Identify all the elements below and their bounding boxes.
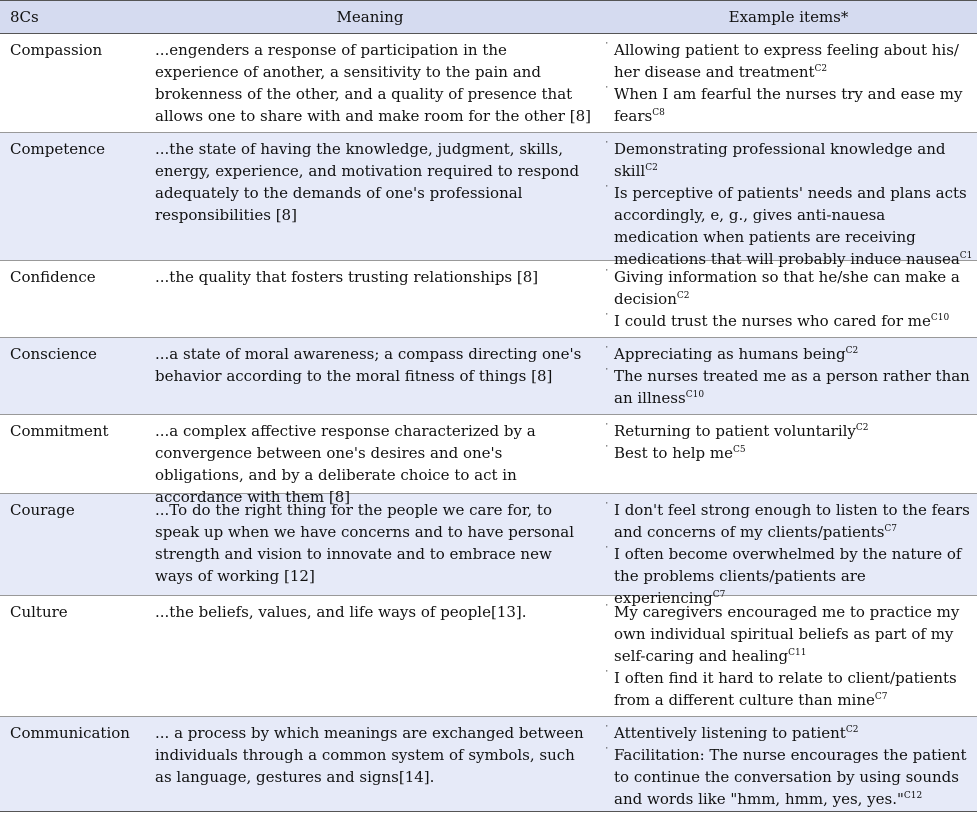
table-row (0, 717, 977, 812)
bullet-icon: ˙ (604, 724, 610, 737)
bullet-icon: ˙ (604, 746, 610, 759)
example-item (604, 138, 973, 182)
example-item-label: Allowing patient to express feeling about his/ her disease and treatment (614, 41, 959, 81)
citation-superscript: C2 (814, 64, 828, 74)
example-item (604, 499, 973, 543)
citation-superscript: C12 (903, 791, 923, 801)
example-item (604, 442, 973, 464)
term-cell: Courage (10, 501, 75, 519)
example-items-cell (600, 338, 977, 414)
example-item-text (614, 343, 973, 365)
table-row (0, 133, 977, 268)
example-item-label: I often find it hard to relate to client/patients from a different culture than mine (614, 669, 957, 709)
example-item (604, 182, 973, 270)
example-item (604, 601, 973, 667)
bullet-icon: ˙ (604, 422, 610, 435)
example-item-text (614, 138, 973, 182)
bullet-icon: ˙ (604, 184, 610, 197)
example-item-text (614, 182, 973, 270)
term-cell: Competence (10, 140, 106, 158)
example-item-label: Demonstrating professional knowledge and skill (614, 140, 946, 180)
bullet-icon: ˙ (604, 140, 610, 153)
meaning-cell: ...engenders a response of participation in the experience of another, a sensitivity to the pain and brokenness of the other, and a quality of presence that allows one to share with and make room for the other [8] (155, 41, 591, 125)
example-items-cell (600, 415, 977, 493)
term-cell: Communication (10, 724, 130, 742)
meaning-cell: ... a process by which meanings are exchanged between individuals through a common system of symbols, such as language, gestures and signs[14]. (155, 724, 584, 786)
example-items-cell (600, 494, 977, 607)
citation-superscript: C7 (712, 590, 726, 600)
table-row (0, 596, 977, 717)
term-cell: Culture (10, 603, 68, 621)
bullet-icon: ˙ (604, 85, 610, 98)
example-item-label: Is perceptive of patients' needs and plans acts accordingly, e, g., gives anti-nauesa medication when patients are receiving medications that will probably induce nausea (614, 184, 967, 268)
example-item-text (614, 744, 973, 810)
citation-superscript: C7 (884, 524, 898, 534)
example-item-text (614, 365, 973, 409)
citation-superscript: C5 (733, 445, 746, 455)
bullet-icon: ˙ (604, 545, 610, 558)
example-item-text (614, 667, 973, 711)
table-row (0, 494, 977, 607)
term-cell: Commitment (10, 422, 109, 440)
citation-superscript: C2 (676, 291, 690, 301)
bullet-icon: ˙ (604, 444, 610, 457)
example-item (604, 667, 973, 711)
example-item (604, 722, 973, 744)
example-items-cell (600, 261, 977, 337)
bullet-icon: ˙ (604, 41, 610, 54)
citation-superscript: C2 (645, 163, 658, 173)
bullet-icon: ˙ (604, 603, 610, 616)
citation-superscript: C2 (845, 346, 859, 356)
example-item (604, 420, 973, 442)
citation-superscript: C10 (685, 390, 705, 400)
table-body (0, 34, 977, 812)
example-items-cell (600, 717, 977, 811)
header-meaning: Meaning (336, 8, 404, 26)
example-item-text (614, 442, 973, 464)
table-row (0, 338, 977, 415)
example-item (604, 266, 973, 310)
example-item-text (614, 722, 973, 744)
example-item-text (614, 601, 973, 667)
example-item-label: Best to help me (614, 444, 734, 462)
table-row (0, 34, 977, 133)
meaning-cell: ...the state of having the knowledge, judgment, skills, energy, experience, and motivation required to respond adequately to the demands of one's professional responsibilities [8] (155, 140, 580, 224)
example-item-label: Appreciating as humans being (614, 345, 846, 363)
example-item-text (614, 39, 973, 83)
example-item-text (614, 499, 973, 543)
meaning-cell: ...a state of moral awareness; a compass directing one's behavior according to the moral fitness of things [8] (155, 345, 582, 385)
meaning-cell: ...the beliefs, values, and life ways of people[13]. (155, 603, 527, 621)
citation-superscript: C1 (959, 251, 973, 261)
table-row (0, 415, 977, 506)
term-cell: Confidence (10, 268, 96, 286)
example-item-text (614, 83, 973, 127)
citation-superscript: C10 (930, 313, 950, 323)
bullet-icon: ˙ (604, 669, 610, 682)
meaning-cell: ...To do the right thing for the people we care for, to speak up when we have concerns and to have personal strength and vision to innovate and to embrace new ways of working [12] (155, 501, 574, 585)
example-item-label: The nurses treated me as a person rather than an illness (614, 367, 970, 407)
table-row (0, 261, 977, 338)
citation-superscript: C11 (788, 648, 807, 658)
header-example-items: Example items* (728, 8, 849, 26)
example-item-label: Facilitation: The nurse encourages the patient to continue the conversation by using sounds and words like "hmm, hmm, yes, yes." (614, 746, 967, 808)
bullet-icon: ˙ (604, 268, 610, 281)
table-header (0, 0, 977, 34)
example-item (604, 343, 973, 365)
bullet-icon: ˙ (604, 367, 610, 380)
example-item (604, 365, 973, 409)
term-cell: Conscience (10, 345, 97, 363)
example-item-label: My caregivers encouraged me to practice my own individual spiritual beliefs as part of my self-caring and healing (614, 603, 960, 665)
example-items-cell (600, 133, 977, 268)
example-item-label: Returning to patient voluntarily (614, 422, 856, 440)
header-8cs: 8Cs (10, 8, 39, 26)
meaning-cell: ...the quality that fosters trusting relationships [8] (155, 268, 539, 286)
citation-superscript: C8 (652, 108, 665, 118)
example-item (604, 83, 973, 127)
example-item-label: Giving information so that he/she can make a decision (614, 268, 960, 308)
example-item-text (614, 420, 973, 442)
example-item (604, 310, 973, 332)
example-item-text (614, 266, 973, 310)
example-item-label: I don't feel strong enough to listen to the fears and concerns of my clients/patients (614, 501, 970, 541)
example-item (604, 744, 973, 810)
term-cell: Compassion (10, 41, 103, 59)
example-items-cell (600, 596, 977, 716)
example-item-label: I could trust the nurses who cared for me (614, 312, 931, 330)
example-items-cell (600, 34, 977, 132)
example-item-label: I often become overwhelmed by the nature of the problems clients/patients are experiencing (614, 545, 962, 607)
citation-superscript: C7 (874, 692, 888, 702)
citation-superscript: C2 (845, 725, 859, 735)
citation-superscript: C2 (855, 423, 869, 433)
example-item (604, 39, 973, 83)
bullet-icon: ˙ (604, 345, 610, 358)
bullet-icon: ˙ (604, 501, 610, 514)
example-item-text (614, 310, 973, 332)
bullet-icon: ˙ (604, 312, 610, 325)
example-item-label: When I am fearful the nurses try and ease my fears (614, 85, 963, 125)
meaning-cell: ...a complex affective response characterized by a convergence between one's desires and one's obligations, and by a deliberate choice to act in accordance with them [8] (155, 422, 536, 506)
example-item-label: Attentively listening to patient (614, 724, 846, 742)
